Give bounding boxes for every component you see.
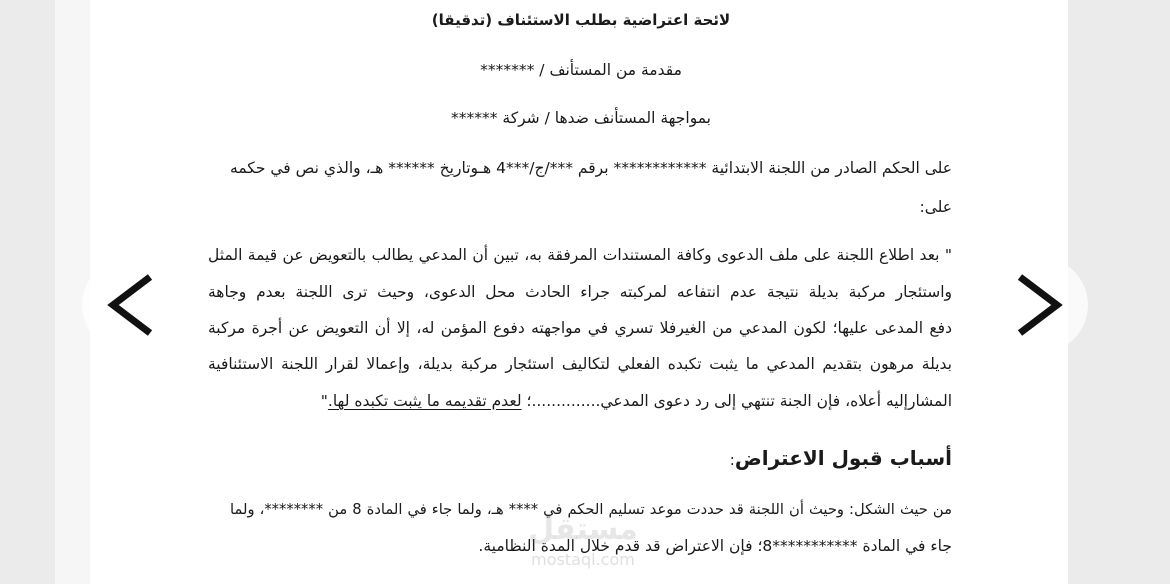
submitted-by-line: مقدمة من المستأنف / *******	[480, 61, 682, 79]
document-title: لائحة اعتراضية بطلب الاستئناف (تدقيقا)	[431, 11, 731, 29]
watermark-logo-arabic: مستقل	[528, 512, 638, 547]
quote-last-line-text: المشارإليه أعلاه، فإن الجنة تنتهي إلى رد دعوى المدعي..............؛	[521, 392, 952, 410]
quote-line: بديلة مرهون بتقديم المدعي ما يثبت تكبده الفعلي لتكاليف استئجار مركبة بديلة، وإعمالا لقرار اللجنة الاستئنافية	[208, 355, 952, 373]
next-button[interactable]	[992, 257, 1088, 353]
chevron-left-icon	[82, 257, 178, 353]
opponent-line: بمواجهة المستأنف ضدها / شركة ******	[451, 109, 711, 127]
formal-line: من حيث الشكل: وحيث أن اللجنة قد حددت موعد تسليم الحكم في **** هـ، ولما جاء في المادة 8 من ********، ولما	[230, 501, 952, 518]
chevron-right-icon	[992, 257, 1088, 353]
intro-line: على:	[919, 198, 952, 216]
reasons-heading	[210, 442, 952, 474]
watermark-logo-url: mostaql.com	[531, 550, 635, 569]
quote-line: " بعد اطلاع اللجنة على ملف الدعوى وكافة المستندات المرفقة به، تبين أن المدعي يطالب بالتعويض عن قيمة المثل	[208, 246, 952, 264]
quote-closing-mark: "	[320, 392, 328, 410]
reasons-heading-colon: :	[729, 451, 735, 469]
prev-button[interactable]	[82, 257, 178, 353]
intro-line: على الحكم الصادر من اللجنة الابتدائية ************ برقم ***/ج/***4 هـوتاريخ ****** هـ، والذي نص في حكمه	[230, 159, 952, 177]
quote-underlined-text: لعدم تقديمه ما يثبت تكبده لها.	[327, 392, 522, 410]
quote-line: واستئجار مركبة بديلة نتيجة عدم انتفاعه لمركبته جراء الحادث محل الدعوى، وحيث ترى اللجنة بعدم وجاهة	[208, 283, 952, 301]
document-page	[90, 0, 1068, 584]
reasons-heading-text: أسباب قبول الاعتراض	[734, 446, 952, 470]
quote-last-line	[210, 389, 952, 413]
quote-line: دفع المدعى عليها؛ لكون المدعي من الغيرفلا تسري في مواجهته دفوع المؤمن له، إلا أن التعويض عن أجرة مركبة	[208, 319, 952, 337]
formal-line: جاء في المادة ***********8؛ فإن الاعتراض قد قدم خلال المدة النظامية.	[478, 537, 952, 555]
